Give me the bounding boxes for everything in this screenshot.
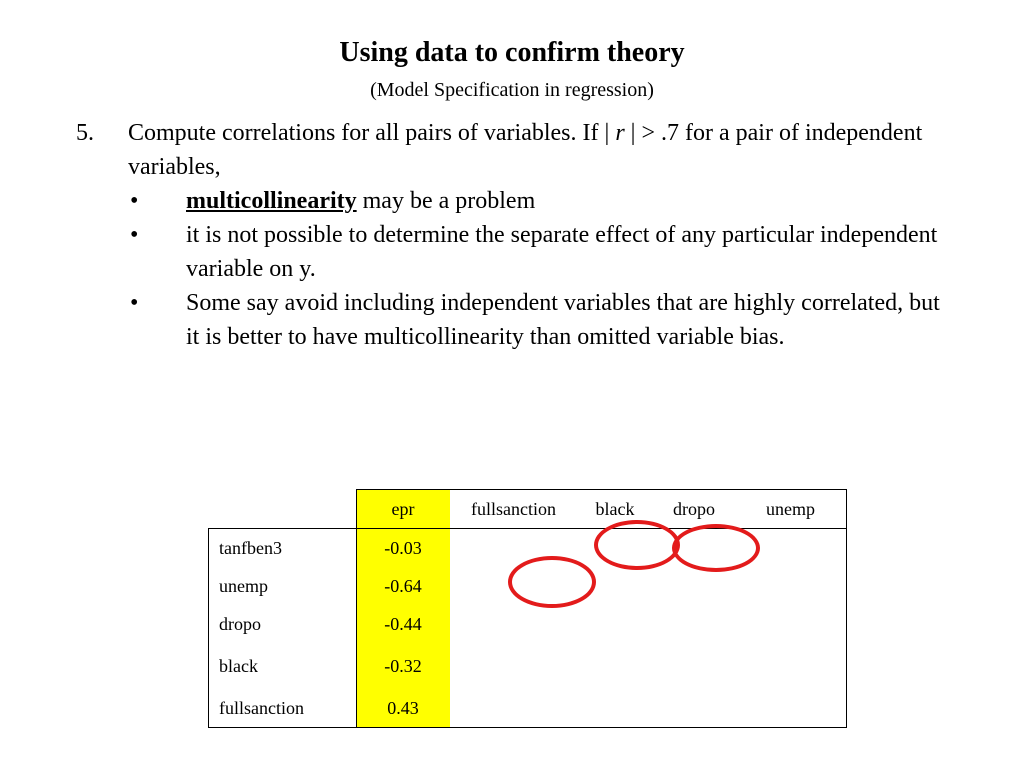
table-row bbox=[209, 689, 847, 728]
bullet-text: it is not possible to determine the separate effect of any particular independent variable on y. bbox=[186, 222, 938, 282]
column-header-black: black bbox=[578, 490, 653, 529]
epr-value: 0.43 bbox=[356, 689, 450, 728]
epr-value: -0.03 bbox=[356, 529, 450, 568]
epr-value: -0.64 bbox=[356, 567, 450, 605]
table-header-row bbox=[209, 490, 847, 529]
row-label: tanfben3 bbox=[209, 529, 357, 568]
item-number: 5. bbox=[76, 120, 94, 146]
slide-body bbox=[0, 116, 1024, 354]
correlation-table-wrap bbox=[208, 489, 847, 728]
row-label: dropo bbox=[209, 605, 357, 643]
epr-value: -0.32 bbox=[356, 643, 450, 689]
column-header-fullsanction: fullsanction bbox=[450, 490, 578, 529]
bullet-icon: • bbox=[130, 188, 139, 214]
bullet-icon: • bbox=[130, 222, 139, 248]
bullet-icon: • bbox=[130, 290, 139, 316]
numbered-item-5 bbox=[0, 116, 948, 184]
corner-cell bbox=[209, 490, 357, 529]
column-header-epr: epr bbox=[356, 490, 450, 529]
red-circle-black-unemp bbox=[508, 556, 596, 608]
column-header-dropo: dropo bbox=[653, 490, 736, 529]
column-header-unemp: unemp bbox=[736, 490, 847, 529]
item-text-after-r: | > .7 for a pair of independent variables, bbox=[128, 120, 923, 180]
correlation-table bbox=[208, 489, 847, 728]
epr-value: -0.44 bbox=[356, 605, 450, 643]
bullet-item bbox=[0, 286, 946, 354]
item-text-before-r: Compute correlations for all pairs of variables. If | bbox=[128, 120, 616, 146]
table-row bbox=[209, 605, 847, 643]
slide-title: Using data to confirm theory bbox=[339, 37, 685, 68]
row-label: unemp bbox=[209, 567, 357, 605]
r-symbol: r bbox=[615, 120, 625, 146]
bullet-text: may be a problem bbox=[356, 188, 536, 214]
table-row bbox=[209, 643, 847, 689]
bullet-item bbox=[0, 218, 946, 286]
red-circle-dropo-tanfben3 bbox=[672, 524, 760, 572]
bullet-item bbox=[0, 184, 946, 218]
row-label: black bbox=[209, 643, 357, 689]
red-circle-black-tanfben3 bbox=[594, 520, 680, 570]
slide-subtitle: (Model Specification in regression) bbox=[370, 79, 654, 101]
bullet-term-multicollinearity: multicollinearity bbox=[186, 188, 357, 214]
bullet-text: Some say avoid including independent variables that are highly correlated, but it is better to have multicollinearity than omitted variable bias. bbox=[186, 290, 940, 350]
row-label: fullsanction bbox=[209, 689, 357, 728]
bullet-list bbox=[0, 184, 1024, 354]
